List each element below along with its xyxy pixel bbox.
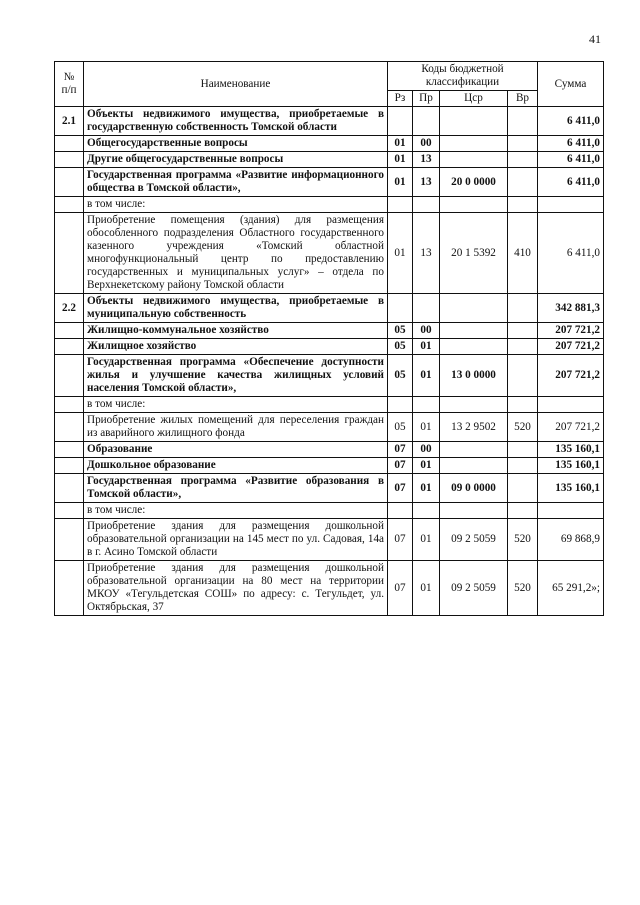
- row-vr: [508, 152, 538, 168]
- row-vr: [508, 442, 538, 458]
- row-name: Образование: [84, 442, 388, 458]
- row-rz: 05: [388, 355, 413, 397]
- header-codes: Коды бюджетной классификации: [388, 62, 538, 91]
- row-pr: 01: [413, 519, 440, 561]
- row-sum: 65 291,2»;: [538, 561, 604, 616]
- row-name: Жилищное хозяйство: [84, 339, 388, 355]
- row-rz: [388, 107, 413, 136]
- table-row: [55, 519, 604, 561]
- row-csr: [440, 136, 508, 152]
- row-vr: [508, 474, 538, 503]
- row-num: [55, 168, 84, 197]
- row-sum: 6 411,0: [538, 107, 604, 136]
- row-num: [55, 136, 84, 152]
- row-rz: 01: [388, 213, 413, 294]
- row-vr: [508, 355, 538, 397]
- table-row: [55, 152, 604, 168]
- row-vr: [508, 339, 538, 355]
- budget-table: [54, 61, 604, 616]
- row-sum: 69 868,9: [538, 519, 604, 561]
- table-row: [55, 474, 604, 503]
- table-row: [55, 413, 604, 442]
- row-rz: 07: [388, 519, 413, 561]
- row-num: [55, 442, 84, 458]
- row-num: [55, 323, 84, 339]
- row-name: Другие общегосударственные вопросы: [84, 152, 388, 168]
- row-vr: [508, 107, 538, 136]
- row-csr: [440, 339, 508, 355]
- row-rz: 07: [388, 561, 413, 616]
- row-pr: 00: [413, 442, 440, 458]
- table-row: [55, 213, 604, 294]
- row-rz: 07: [388, 458, 413, 474]
- row-num: [55, 413, 84, 442]
- row-sum: 6 411,0: [538, 152, 604, 168]
- row-csr: [440, 503, 508, 519]
- row-rz: 01: [388, 152, 413, 168]
- row-name: Объекты недвижимого имущества, приобретаемые в муниципальную собственность: [84, 294, 388, 323]
- row-vr: [508, 136, 538, 152]
- row-vr: [508, 458, 538, 474]
- row-sum: [538, 197, 604, 213]
- row-name: Объекты недвижимого имущества, приобретаемые в государственную собственность Томской области: [84, 107, 388, 136]
- row-csr: 20 1 5392: [440, 213, 508, 294]
- row-name: Приобретение здания для размещения дошкольной образовательной организации на 80 мест на территории МКОУ «Тегульдетская СОШ» по адресу: с. Тегульдет, ул. Октябрьская, 37: [84, 561, 388, 616]
- row-num: [55, 503, 84, 519]
- table-row: [55, 503, 604, 519]
- row-num: [55, 355, 84, 397]
- row-vr: [508, 503, 538, 519]
- row-vr: 520: [508, 519, 538, 561]
- row-csr: 09 0 0000: [440, 474, 508, 503]
- row-csr: [440, 458, 508, 474]
- row-pr: [413, 397, 440, 413]
- header-row-1: [55, 62, 604, 91]
- table-row: [55, 197, 604, 213]
- row-vr: [508, 168, 538, 197]
- row-num: [55, 474, 84, 503]
- row-vr: [508, 294, 538, 323]
- table-row: [55, 339, 604, 355]
- table-row: [55, 323, 604, 339]
- table-row: [55, 397, 604, 413]
- row-csr: 09 2 5059: [440, 519, 508, 561]
- row-csr: [440, 397, 508, 413]
- row-num: 2.2: [55, 294, 84, 323]
- row-vr: [508, 397, 538, 413]
- row-rz: [388, 397, 413, 413]
- table-row: [55, 107, 604, 136]
- row-num: 2.1: [55, 107, 84, 136]
- row-sum: 207 721,2: [538, 323, 604, 339]
- row-pr: 01: [413, 458, 440, 474]
- row-sum: 135 160,1: [538, 458, 604, 474]
- row-pr: 13: [413, 213, 440, 294]
- row-num: [55, 339, 84, 355]
- row-rz: 05: [388, 323, 413, 339]
- row-csr: [440, 323, 508, 339]
- table-row: [55, 458, 604, 474]
- row-sum: 207 721,2: [538, 339, 604, 355]
- row-rz: 07: [388, 474, 413, 503]
- table-row: [55, 136, 604, 152]
- row-rz: 01: [388, 136, 413, 152]
- row-num: [55, 197, 84, 213]
- row-pr: [413, 107, 440, 136]
- row-csr: 13 0 0000: [440, 355, 508, 397]
- row-rz: [388, 197, 413, 213]
- row-name: Жилищно-коммунальное хозяйство: [84, 323, 388, 339]
- row-csr: [440, 197, 508, 213]
- row-sum: 6 411,0: [538, 136, 604, 152]
- row-sum: 342 881,3: [538, 294, 604, 323]
- row-name: Общегосударственные вопросы: [84, 136, 388, 152]
- row-csr: [440, 152, 508, 168]
- row-csr: [440, 107, 508, 136]
- row-vr: 520: [508, 561, 538, 616]
- row-name: Приобретение помещения (здания) для размещения обособленного подразделения Областного государственного казенного учреждения «Томский областной многофункциональный центр по предоставлению государственных и муниципальных услуг» – отдела по Верхнекетскому району Томской области: [84, 213, 388, 294]
- header-name: Наименование: [84, 62, 388, 107]
- row-rz: 05: [388, 339, 413, 355]
- row-num: [55, 213, 84, 294]
- row-pr: 00: [413, 323, 440, 339]
- header-pr: Пр: [413, 91, 440, 107]
- row-name: Государственная программа «Развитие информационного общества в Томской области»,: [84, 168, 388, 197]
- row-pr: 13: [413, 168, 440, 197]
- row-rz: 05: [388, 413, 413, 442]
- table-row: [55, 442, 604, 458]
- row-pr: 01: [413, 474, 440, 503]
- row-num: [55, 458, 84, 474]
- row-sum: 207 721,2: [538, 355, 604, 397]
- row-vr: 520: [508, 413, 538, 442]
- row-pr: [413, 294, 440, 323]
- header-vr: Вр: [508, 91, 538, 107]
- row-name: Приобретение жилых помещений для переселения граждан из аварийного жилищного фонда: [84, 413, 388, 442]
- row-name: Государственная программа «Обеспечение доступности жилья и улучшение качества жилищных условий населения Томской области»,: [84, 355, 388, 397]
- row-num: [55, 152, 84, 168]
- header-rz: Рз: [388, 91, 413, 107]
- row-name: Государственная программа «Развитие образования в Томской области»,: [84, 474, 388, 503]
- row-pr: 01: [413, 561, 440, 616]
- page-number: 41: [589, 32, 601, 46]
- row-sum: [538, 503, 604, 519]
- row-vr: [508, 197, 538, 213]
- table-row: [55, 561, 604, 616]
- row-csr: 20 0 0000: [440, 168, 508, 197]
- row-rz: 07: [388, 442, 413, 458]
- table-row: [55, 355, 604, 397]
- row-name: в том числе:: [84, 503, 388, 519]
- table-row: [55, 294, 604, 323]
- header-sum: Сумма: [538, 62, 604, 107]
- row-num: [55, 519, 84, 561]
- row-name: Дошкольное образование: [84, 458, 388, 474]
- header-num: № п/п: [55, 62, 84, 107]
- row-csr: [440, 294, 508, 323]
- row-pr: 13: [413, 152, 440, 168]
- row-num: [55, 561, 84, 616]
- row-csr: 09 2 5059: [440, 561, 508, 616]
- row-sum: 207 721,2: [538, 413, 604, 442]
- row-csr: 13 2 9502: [440, 413, 508, 442]
- row-vr: [508, 323, 538, 339]
- row-pr: 01: [413, 339, 440, 355]
- row-num: [55, 397, 84, 413]
- row-name: в том числе:: [84, 397, 388, 413]
- row-rz: 01: [388, 168, 413, 197]
- row-sum: 6 411,0: [538, 168, 604, 197]
- table-row: [55, 168, 604, 197]
- row-name: Приобретение здания для размещения дошкольной образовательной организации на 145 мест по ул. Садовая, 14а в г. Асино Томской области: [84, 519, 388, 561]
- row-vr: 410: [508, 213, 538, 294]
- row-name: в том числе:: [84, 197, 388, 213]
- row-rz: [388, 503, 413, 519]
- row-pr: [413, 503, 440, 519]
- header-csr: Цср: [440, 91, 508, 107]
- row-sum: 135 160,1: [538, 442, 604, 458]
- row-sum: [538, 397, 604, 413]
- row-pr: 01: [413, 355, 440, 397]
- row-pr: 00: [413, 136, 440, 152]
- row-sum: 135 160,1: [538, 474, 604, 503]
- row-pr: [413, 197, 440, 213]
- row-sum: 6 411,0: [538, 213, 604, 294]
- row-csr: [440, 442, 508, 458]
- row-rz: [388, 294, 413, 323]
- row-pr: 01: [413, 413, 440, 442]
